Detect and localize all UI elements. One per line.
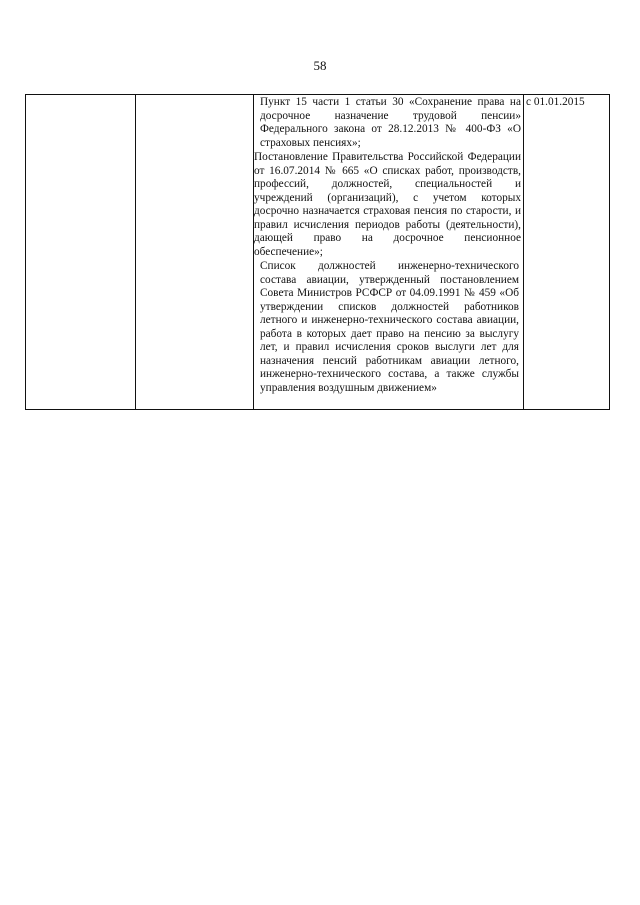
cell-legal-basis [254,95,524,410]
legal-basis-paragraph-1: Пункт 15 части 1 статьи 30 «Сохранение права на досрочное назначение трудовой пенсии» Федерального закона от 28.12.2013 № 400-ФЗ «О страховых пенсиях»; [260,96,521,149]
table-row [26,95,610,410]
page-number: 58 [313,58,327,73]
document-table [25,94,610,410]
legal-basis-paragraph-2: Постановление Правительства Российской Федерации от 16.07.2014 № 665 «О списках работ, производств, профессий, должностей, специальностей и учреждений (организаций), с учетом которых досрочно назначается страховая пенсия по старости, и правил исчисления периодов работы (деятельности), дающей право на досрочное пенсионное обеспечение»; [254,151,521,258]
cell-effective-date: с 01.01.2015 [524,95,610,410]
cell-col2 [136,95,254,410]
cell-col1 [26,95,136,410]
legal-basis-paragraph-3: Список должностей инженерно-технического состава авиации, утвержденный постановлением Совета Министров РСФСР от 04.09.1991 № 459 «Об утверждении списков должностей работников летного и инженерно-технического состава авиации, работа в которых дает право на пенсию за выслугу лет, и правил исчисления сроков выслуги лет для назначения пенсий работникам авиации летного, инженерно-технического состава, а также службы управления воздушным движением» [260,260,519,394]
